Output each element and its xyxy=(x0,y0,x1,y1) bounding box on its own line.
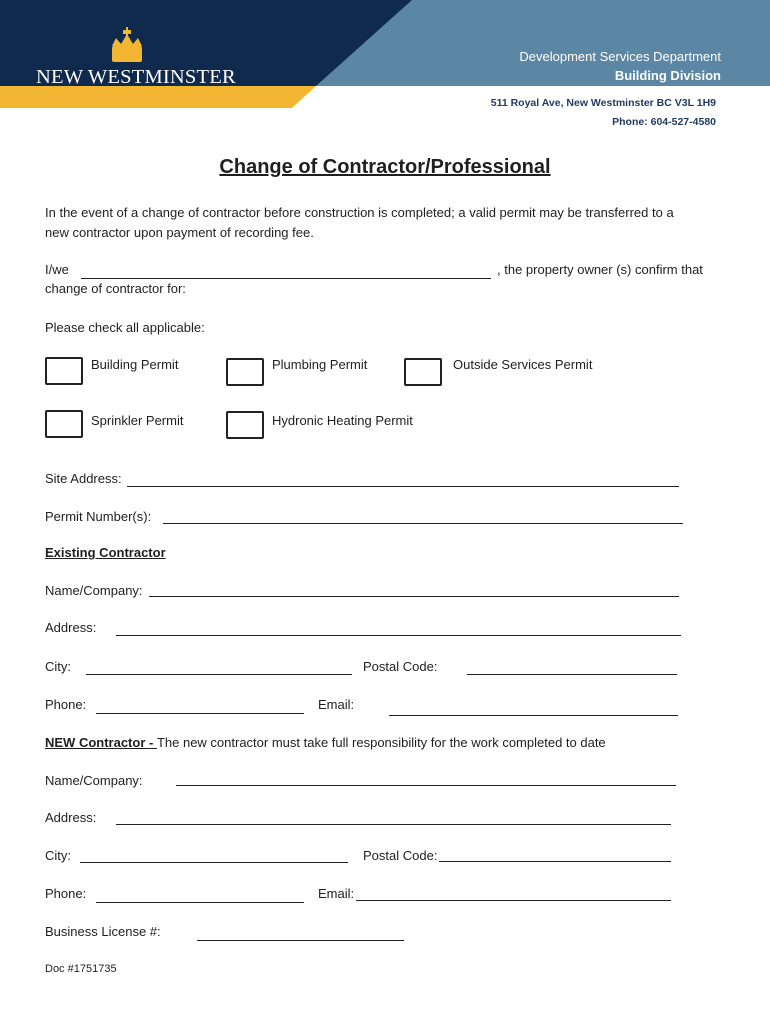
outside-services-permit-label: Outside Services Permit xyxy=(453,357,593,372)
existing-postal-label: Postal Code: xyxy=(363,659,438,674)
business-license-label: Business License #: xyxy=(45,924,161,939)
site-address-field[interactable] xyxy=(127,486,679,487)
new-phone-label: Phone: xyxy=(45,886,87,901)
form-title: Change of Contractor/Professional xyxy=(219,156,551,178)
existing-address-label: Address: xyxy=(45,620,97,635)
site-address-label: Site Address: xyxy=(45,471,122,486)
iwe-line2: change of contractor for: xyxy=(45,281,186,296)
doc-number: Doc #1751735 xyxy=(45,963,117,975)
building-permit-checkbox[interactable] xyxy=(45,357,83,385)
new-name-field[interactable] xyxy=(176,785,676,786)
new-contractor-note: The new contractor must take full responsibility for the work completed to date xyxy=(156,735,606,750)
permit-numbers-label: Permit Number(s): xyxy=(45,509,152,524)
new-address-label: Address: xyxy=(45,810,97,825)
building-permit-label: Building Permit xyxy=(91,357,179,372)
office-address: 511 Royal Ave, New Westminster BC V3L 1H9 xyxy=(490,97,716,109)
existing-email-field[interactable] xyxy=(389,715,678,716)
new-email-field[interactable] xyxy=(356,900,671,901)
outside-services-permit-checkbox[interactable] xyxy=(404,358,442,386)
department-name: Development Services Department xyxy=(519,49,721,64)
new-contractor-heading: NEW Contractor - xyxy=(45,735,157,750)
existing-city-label: City: xyxy=(45,659,71,674)
plumbing-permit-label: Plumbing Permit xyxy=(272,357,368,372)
existing-address-field[interactable] xyxy=(116,635,681,636)
logo-text: NEW WESTMINSTER xyxy=(36,66,236,88)
business-license-field[interactable] xyxy=(197,940,404,941)
intro-text-line2: new contractor upon payment of recording fee. xyxy=(45,225,314,240)
hydronic-heating-permit-checkbox[interactable] xyxy=(226,411,264,439)
office-phone: Phone: 604-527-4580 xyxy=(612,116,716,128)
new-address-field[interactable] xyxy=(116,824,671,825)
new-email-label: Email: xyxy=(318,886,355,901)
owner-name-field[interactable] xyxy=(81,278,491,279)
check-prompt: Please check all applicable: xyxy=(45,320,205,335)
new-city-label: City: xyxy=(45,848,71,863)
existing-postal-field[interactable] xyxy=(467,674,677,675)
new-city-field[interactable] xyxy=(80,862,348,863)
existing-city-field[interactable] xyxy=(86,674,352,675)
existing-phone-label: Phone: xyxy=(45,697,87,712)
new-contractor-line xyxy=(45,735,606,750)
iwe-label: I/we xyxy=(45,262,69,277)
permit-numbers-field[interactable] xyxy=(163,523,683,524)
sprinkler-permit-label: Sprinkler Permit xyxy=(91,413,184,428)
existing-name-label: Name/Company: xyxy=(45,583,143,598)
iwe-suffix: , the property owner (s) confirm that xyxy=(497,262,703,277)
sprinkler-permit-checkbox[interactable] xyxy=(45,410,83,438)
new-postal-field[interactable] xyxy=(439,861,671,862)
existing-name-field[interactable] xyxy=(149,596,679,597)
existing-phone-field[interactable] xyxy=(96,713,304,714)
new-postal-label: Postal Code: xyxy=(363,848,438,863)
new-phone-field[interactable] xyxy=(96,902,304,903)
intro-text-line1: In the event of a change of contractor before construction is completed; a valid permit may be transferred to a xyxy=(45,205,674,220)
hydronic-heating-permit-label: Hydronic Heating Permit xyxy=(272,413,413,428)
new-name-label: Name/Company: xyxy=(45,773,143,788)
existing-email-label: Email: xyxy=(318,697,355,712)
existing-contractor-heading: Existing Contractor xyxy=(45,545,166,560)
division-name: Building Division xyxy=(614,68,721,83)
plumbing-permit-checkbox[interactable] xyxy=(226,358,264,386)
